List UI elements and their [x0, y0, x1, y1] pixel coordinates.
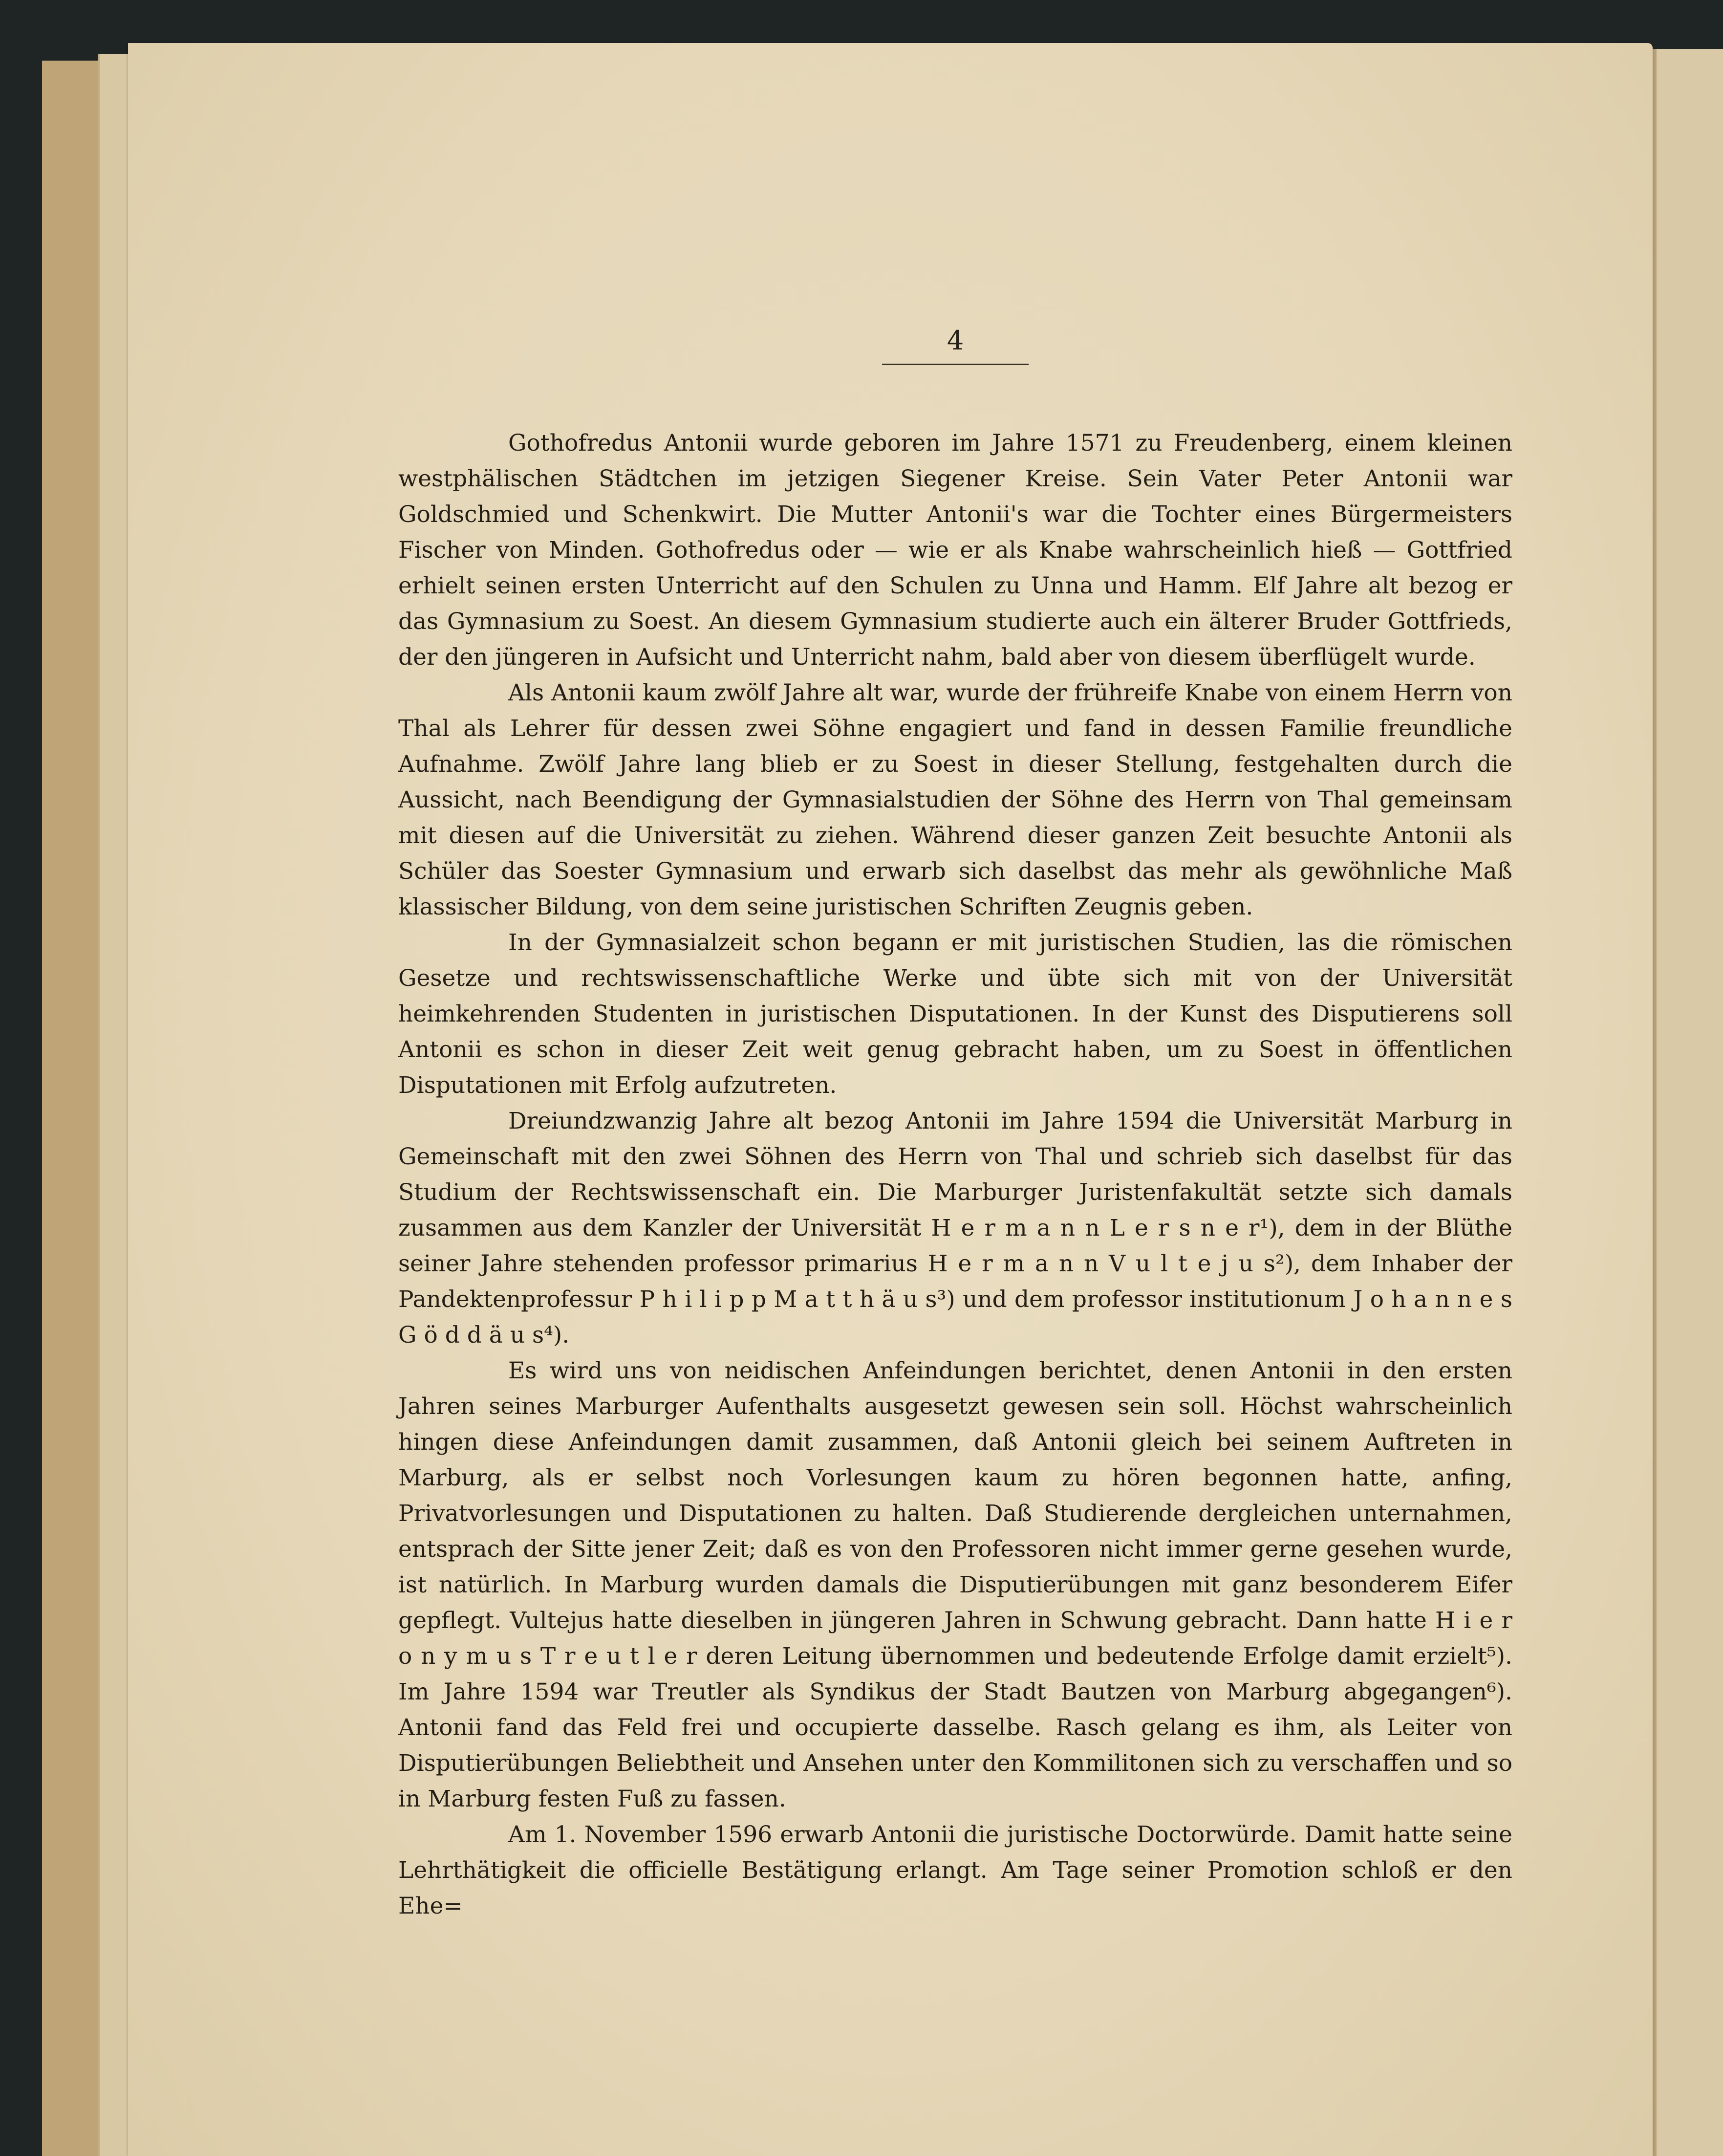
paragraph-1: Gothofredus Antonii wurde geboren im Jahre 1571 zu Freudenberg, einem kleinen westphälischen Städtchen im jetzigen Siegener Kreise. Sein Vater Peter Antonii war Goldschmied und Schenkwirt. Die Mutter Antonii's war die Tochter eines Bürgermeisters Fischer von Minden. Gothofredus oder — wie er als Knabe wahrscheinlich hieß — Gottfried erhielt seinen ersten Unterricht auf den Schulen zu Unna und Hamm. Elf Jahre alt bezog er das Gymnasium zu Soest. An diesem Gymnasium studierte auch ein älterer Bruder Gottfrieds, der den jüngeren in Aufsicht und Unterricht nahm, bald aber von diesem überflügelt wurde. [398, 430, 1512, 671]
paragraph-5: Es wird uns von neidischen Anfeindungen berichtet, denen Antonii in den ersten Jahren seines Marburger Aufenthalts ausgesetzt gewesen sein soll. Höchst wahrscheinlich hingen diese Anfeindungen damit zusammen, daß Antonii gleich bei seinem Auftreten in Marburg, als er selbst noch Vorlesungen kaum zu hören begonnen hatte, anfing, Privatvorlesungen und Disputationen zu halten. Daß Studierende dergleichen unternahmen, entsprach der Sitte jener Zeit; daß es von den Professoren nicht immer gerne gesehen wurde, ist natürlich. In Marburg wurden damals die Disputierübungen mit ganz besonderem Eifer gepflegt. Vultejus hatte dieselben in jüngeren Jahren in Schwung gebracht. Dann hatte H i e r o n y m u s T r e u t l e r deren Leitung übernommen und bedeutende Erfolge damit erzielt⁵). Im Jahre 1594 war Treutler als Syndikus der Stadt Bautzen von Marburg abgegangen⁶). Antonii fand das Feld frei und occupierte dasselbe. Rasch gelang es ihm, als Leiter von Disputierübungen Beliebtheit und Ansehen unter den Kommilitonen sich zu verschaffen und so in Marburg festen Fuß zu fassen. [398, 1357, 1512, 1812]
page-number: 4 [947, 325, 964, 356]
paragraph-6: Am 1. November 1596 erwarb Antonii die juristische Doctorwürde. Damit hatte seine Lehrthätigkeit die officielle Bestätigung erlangt. Am Tage seiner Promotion schloß er den Ehe= [398, 1821, 1512, 1919]
paragraph-4: Dreiundzwanzig Jahre alt bezog Antonii im Jahre 1594 die Universität Marburg in Gemeinschaft mit den zwei Söhnen des Herrn von Thal und schrieb sich daselbst für das Studium der Rechtswissenschaft ein. Die Marburger Juristenfakultät setzte sich damals zusammen aus dem Kanzler der Universität H e r m a n n L e r s n e r¹), dem in der Blüthe seiner Jahre stehenden professor primarius H e r m a n n V u l t e j u s²), dem Inhaber der Pandektenprofessur P h i l i p p M a t t h ä u s³) und dem professor institutionum J o h a n n e s G ö d d ä u s⁴). [398, 1108, 1512, 1349]
paragraph-2: Als Antonii kaum zwölf Jahre alt war, wurde der frühreife Knabe von einem Herrn von Thal als Lehrer für dessen zwei Söhne engagiert und fand in dessen Familie freundliche Aufnahme. Zwölf Jahre lang blieb er zu Soest in dieser Stellung, festgehalten durch die Aussicht, nach Beendigung der Gymnasialstudien der Söhne des Herrn von Thal gemeinsam mit diesen auf die Universität zu ziehen. Während dieser ganzen Zeit besuchte Antonii als Schüler das Soester Gymnasium und erwarb sich daselbst das mehr als gewöhnliche Maß klassischer Bildung, von dem seine juristischen Schriften Zeugnis geben. [398, 679, 1512, 920]
page-number-rule [882, 364, 1029, 365]
body-text [398, 425, 1512, 1924]
facing-page-edge [1653, 49, 1723, 2156]
paragraph-3: In der Gymnasialzeit schon begann er mit juristischen Studien, las die römischen Gesetze und rechtswissenschaftliche Werke und übte sich mit von der Universität heimkehrenden Studenten in juristischen Disputationen. In der Kunst des Disputierens soll Antonii es schon in dieser Zeit weit genug gebracht haben, um zu Soest in öffentlichen Disputationen mit Erfolg aufzutreten. [398, 929, 1512, 1099]
